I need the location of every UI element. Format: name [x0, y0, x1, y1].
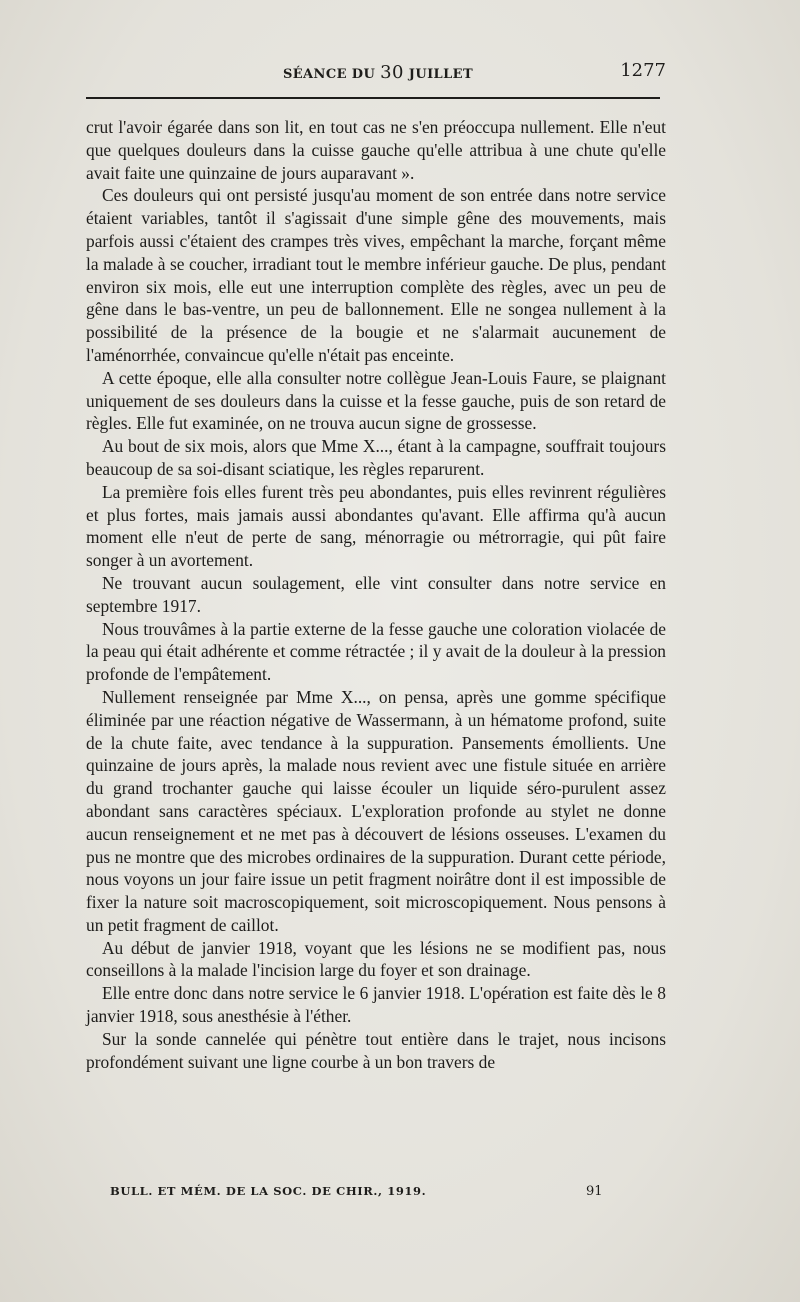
running-head [86, 62, 670, 83]
paragraph-7: Nous trouvâmes à la partie externe de la fesse gauche une coloration violacée de la peau qui était adhérente et comme rétractée ; il y avait de la douleur à la pression profonde de l'empâtement. [86, 618, 666, 685]
header-rule [86, 97, 660, 99]
page-footer [110, 1184, 610, 1204]
page-header [86, 60, 670, 86]
paragraph-9: Au début de janvier 1918, voyant que les lésions ne se modifient pas, nous conseillons à la malade l'incision large du foyer et son drainage. [86, 937, 666, 981]
paragraph-2: Ces douleurs qui ont persisté jusqu'au moment de son entrée dans notre service étaient variables, tantôt il s'agissait d'une simple gêne des mouvements, mais parfois aussi c'étaient des crampes très vives, empêchant la marche, forçant même la malade à se coucher, irradiant tout le membre inférieur gauche. De plus, pendant environ six mois, elle eut une interruption complète des règles, avec un peu de gêne dans le bas-ventre, un peu de ballonnement. Elle ne songea nullement à la possibilité de la présence de la bougie et ne s'alarmait aucunement de l'aménorrhée, convaincue qu'elle n'était pas enceinte. [86, 185, 666, 365]
paragraph-3: A cette époque, elle alla consulter notre collègue Jean-Louis Faure, se plaignant uniquement de ses douleurs dans la cuisse et la fesse gauche, puis de son retard de règles. Elle fut examinée, on ne trouva aucun signe de grossesse. [86, 367, 666, 434]
paragraph-10: Elle entre donc dans notre service le 6 janvier 1918. L'opération est faite dès le 8 janvier 1918, sous anesthésie à l'éther. [86, 983, 666, 1027]
signature-mark: 91 [586, 1184, 603, 1199]
body-text [86, 116, 666, 1073]
paragraph-6: Ne trouvant aucun soulagement, elle vint consulter dans notre service en septembre 1917. [86, 572, 666, 616]
journal-reference: BULL. ET MÉM. DE LA SOC. DE CHIR., 1919. [110, 1184, 427, 1198]
paragraph-8: Nullement renseignée par Mme X..., on pensa, après une gomme spécifique éliminée par une réaction négative de Wassermann, à un hématome profond, suite de la chute faite, avec tendance à la suppuration. Pansements émollients. Une quinzaine de jours après, la malade nous revient avec une fistule située en arrière du grand trochanter gauche qui laisse écouler un liquide séro-purulent assez abondant sans caractères spéciaux. L'exploration profonde au stylet ne donne aucun renseignement et ne met pas à découvert de lésions osseuses. L'examen du pus ne montre que des microbes ordinaires de la suppuration. Durant cette période, nous voyons un jour faire issue un petit fragment noirâtre dont il est impossible de fixer la nature soit macroscopiquement, soit microscopiquement. Nous pensons à un petit fragment de caillot. [86, 686, 666, 935]
running-head-prefix: SÉANCE DU [282, 67, 381, 82]
paragraph-5: La première fois elles furent très peu abondantes, puis elles revinrent régulières et plus fortes, mais jamais aussi abondantes qu'avant. Elle affirma qu'à aucun moment elle n'eut de perte de sang, ménorragie ou métrorragie, qui pût faire songer à un avortement. [86, 481, 666, 571]
paragraph-11: Sur la sonde cannelée qui pénètre tout entière dans le trajet, nous incisons profondément suivant une ligne courbe à un bon travers de [86, 1028, 666, 1072]
running-head-suffix: JUILLET [403, 67, 474, 82]
page-number: 1277 [620, 60, 666, 81]
paragraph-4: Au bout de six mois, alors que Mme X..., étant à la campagne, souffrait toujours beaucoup de sa soi-disant sciatique, les règles reparurent. [86, 436, 666, 479]
running-head-day: 30 [380, 62, 404, 83]
paragraph-1: crut l'avoir égarée dans son lit, en tout cas ne s'en préoccupa nullement. Elle n'eut que quelques douleurs dans la cuisse gauche qu'elle attribua à une chute qu'elle avait faite une quinzaine de jours auparavant ». [86, 117, 666, 183]
